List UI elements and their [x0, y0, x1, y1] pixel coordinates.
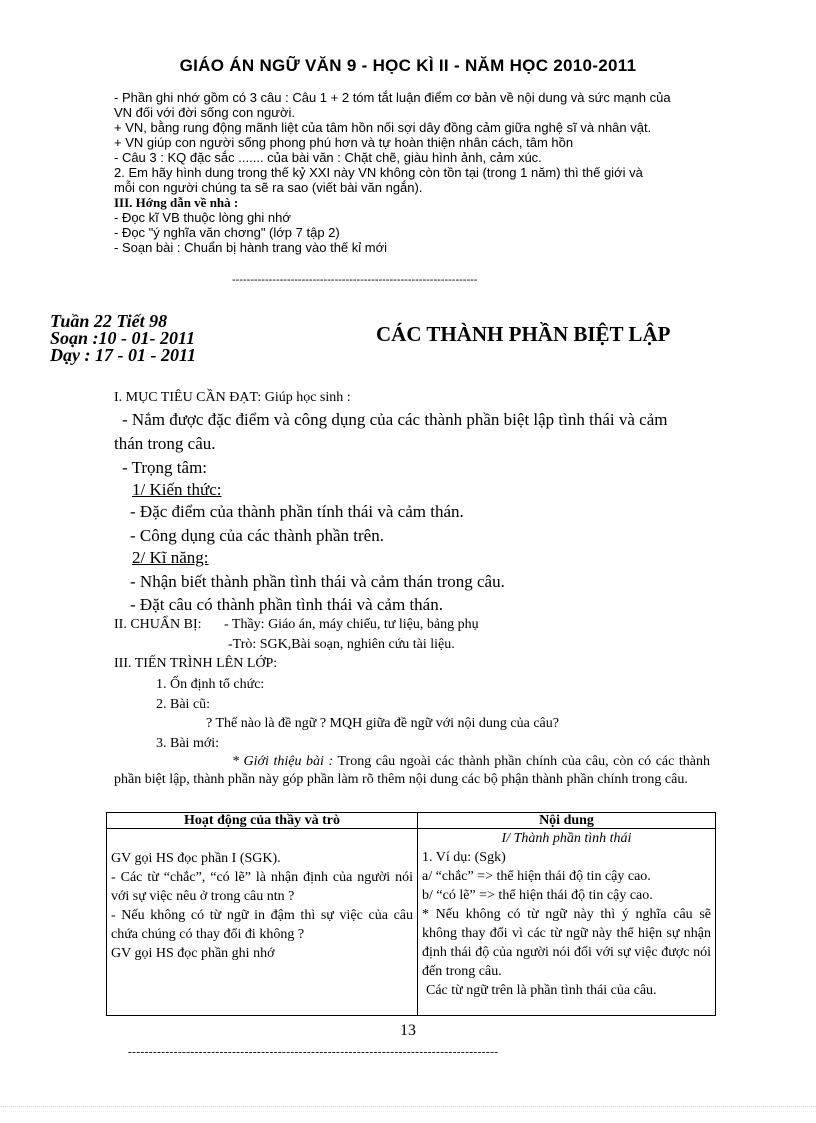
skills-item: - Nhận biết thành phần tình thái và cảm thán trong câu. [130, 572, 505, 591]
preparation-heading: II. CHUẨN BỊ: [114, 617, 202, 632]
objectives-heading: I. MỤC TIÊU CẦN ĐẠT: Giúp học sinh : [114, 390, 351, 405]
procedure-step: 3. Bài mới: [156, 736, 220, 751]
lesson-activity-table [106, 812, 716, 1016]
objectives-intro-line: - Nắm được đặc điểm và công dụng của các thành phần biệt lập tình thái và cảm [122, 410, 668, 429]
procedure-heading: III. TIẾN TRÌNH LÊN LỚP: [114, 656, 278, 671]
table-header-activities: Hoạt động của thầy và trò [107, 813, 418, 829]
content-line: * Nếu không có từ ngữ này thì ý nghĩa câu sẽ không thay đổi vì các từ ngữ này thể hiện sự nhận định thái độ của người nói đối với sự việc được nói đến trong câu. [422, 907, 711, 979]
knowledge-item: - Công dụng của các thành phần trên. [130, 526, 384, 545]
preparation-student: -Trò: SGK,Bài soạn, nghiên cứu tài liệu. [228, 637, 455, 652]
note-line: mỗi con người chúng ta sẽ ra sao (viết bài văn ngắn). [114, 180, 423, 195]
note-line: VN đối với đời sống con người. [114, 105, 295, 120]
note-line: + VN, bằng rung động mãnh liệt của tâm hồn nối sợi dây đồng cảm giữa nghệ sĩ và nhân vật. [114, 120, 652, 135]
homework-item: - Soạn bài : Chuẩn bị hành trang vào thế kỉ mới [114, 240, 388, 255]
page-edge-divider [0, 1106, 816, 1107]
content-line: a/ “chắc” => thể hiện thái độ tin cậy cao. [422, 869, 651, 884]
objectives-intro-line: thán trong câu. [114, 434, 216, 453]
section-separator: ------------------------------------------------------------------- [232, 274, 478, 286]
homework-item: - Đọc "ý nghĩa văn chơng" (lớp 7 tập 2) [114, 225, 340, 240]
section-title: I/ Thành phần tình thái [501, 831, 632, 846]
homework-item: - Đọc kĩ VB thuộc lòng ghi nhớ [114, 210, 291, 225]
document-header: GIÁO ÁN NGỮ VĂN 9 - HỌC KÌ II - NĂM HỌC 2010-2011 [179, 56, 637, 75]
table-header-content: Nội dung [418, 813, 716, 829]
content-line: b/ “có lẽ” => thể hiện thái độ tin cậy cao. [422, 888, 653, 903]
skills-item: - Đặt câu có thành phần tình thái và cảm thán. [130, 595, 443, 614]
content-cell [418, 829, 716, 1016]
note-line: - Câu 3 : KQ đặc sắc ....... của bài văn : Chặt chẽ, giàu hình ảnh, cảm xúc. [114, 150, 542, 165]
procedure-step: 2. Bài cũ: [156, 697, 211, 712]
preparation-teacher: - Thầy: Giáo án, máy chiếu, tư liệu, bảng phụ [224, 617, 479, 632]
previous-lesson-notes [114, 90, 714, 255]
procedure-step: 1. Ổn định tổ chức: [156, 677, 265, 692]
lesson-taught-date: Dạy : 17 - 01 - 2011 [50, 345, 196, 365]
lesson-prepared-date: Soạn :10 - 01- 2011 [50, 328, 196, 348]
activity-line: GV gọi HS đọc phần ghi nhớ [111, 946, 275, 961]
page-number: 13 [400, 1022, 416, 1039]
note-line: - Phần ghi nhớ gồm có 3 câu : Câu 1 + 2 tóm tắt luận điểm cơ bản về nội dung và sức mạnh của [114, 90, 671, 105]
knowledge-item: - Đặc điểm của thành phần tính thái và cảm thán. [130, 502, 464, 521]
homework-heading: III. Hớng dẫn về nhà : [114, 195, 239, 210]
footer-separator: ----------------------------------------------------------------------------------------- [128, 1046, 499, 1058]
skills-heading: 2/ Kĩ năng: [132, 548, 209, 567]
activity-line: - Nếu không có từ ngữ in đậm thì sự việc của câu chứa chúng có thay đổi đi không ? [111, 908, 413, 942]
lesson-introduction [114, 753, 710, 789]
lesson-title: CÁC THÀNH PHẦN BIỆT LẬP [376, 322, 671, 346]
activities-cell [107, 829, 418, 1016]
lesson-week: Tuần 22 Tiết 98 [50, 311, 168, 331]
review-question: ? Thế nào là đề ngữ ? MQH giữa đề ngữ với nội dung của câu? [206, 716, 559, 731]
intro-label: * Giới thiệu bài : [232, 754, 334, 769]
activity-line: GV gọi HS đọc phần I (SGK). [111, 851, 281, 866]
note-line: 2. Em hãy hình dung trong thế kỷ XXI này VN không còn tồn tại (trong 1 năm) thì thế giới và [114, 165, 643, 180]
content-line: 1. Ví dụ: (Sgk) [422, 850, 506, 865]
activity-line: - Các từ “chắc”, “có lẽ” là nhận định của người nói với sự việc nêu ở trong câu ntn ? [111, 870, 413, 904]
knowledge-heading: 1/ Kiến thức: [132, 480, 222, 499]
content-line: Các từ ngữ trên là phần tình thái của câu. [426, 983, 657, 998]
intro-text: Trong câu ngoài các thành phần chính của câu, còn có các thành phần biệt lập, thành phần này góp phần làm rõ thêm nội dung các bộ phận thành phần chính trong câu. [114, 754, 711, 787]
focus-label: - Trọng tâm: [122, 458, 208, 477]
note-line: + VN giúp con người sống phong phú hơn và tự hoàn thiện nhân cách, tâm hồn [114, 135, 574, 150]
